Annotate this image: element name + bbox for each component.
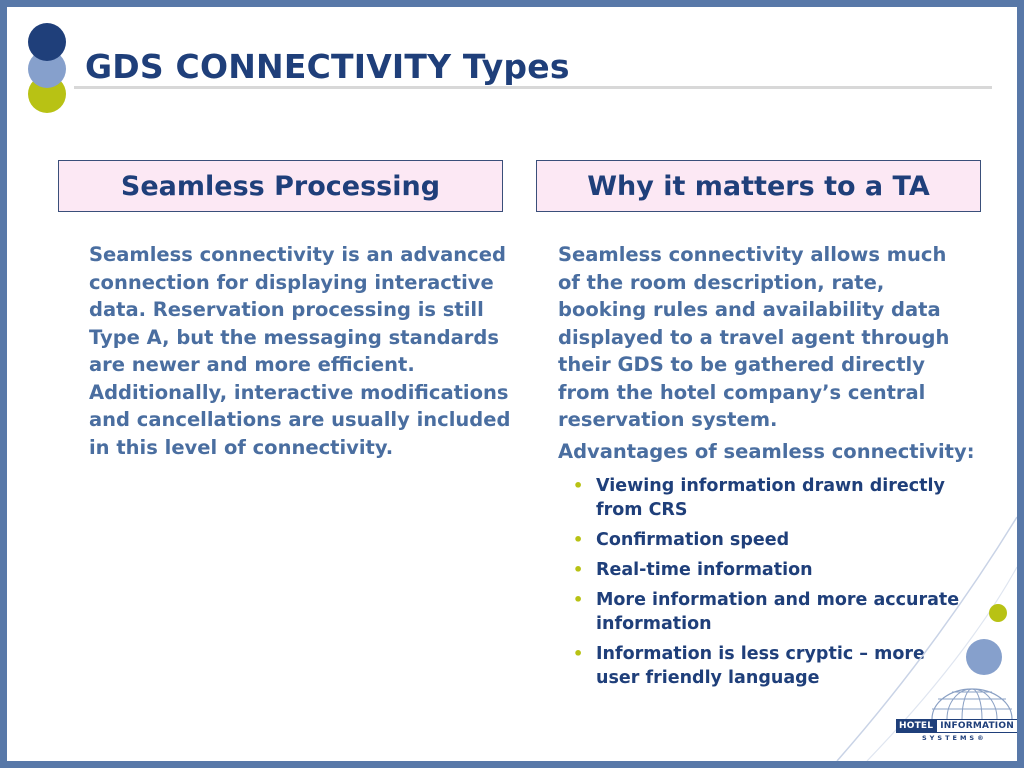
bullet-icon: • [573,476,584,495]
slide-title: GDS CONNECTIVITY Types [85,47,570,86]
logo-wordmark [896,719,1016,733]
list-item-text: Confirmation speed [596,530,790,550]
right-column-paragraph: Seamless connectivity allows much of the room description, rate, booking rules and availability data displayed to a travel agent through their GDS to be gathered directly from the hotel company’s central reservation system. [558,243,950,431]
company-logo [896,683,1018,749]
list-item-text: More information and more accurate information [596,590,960,634]
list-item-text: Viewing information drawn directly from CRS [596,476,945,520]
bullet-icon: • [573,590,584,609]
list-item-text: Real-time information [596,560,813,580]
logo-word-hotel: HOTEL [896,719,936,733]
decorative-dot-small-lime [989,604,1007,622]
decorative-dot-small-blue [966,639,1002,675]
bullet-icon: • [573,560,584,579]
bullet-icon: • [573,530,584,549]
left-column-paragraph: Seamless connectivity is an advanced connection for displaying interactive data. Reservation processing is still Type A, but the messaging standards are newer and more efficient. Additionally, interactive modifications and cancellations are usually included in this level of connectivity. [89,243,511,459]
advantages-heading: Advantages of seamless connectivity: [558,440,975,463]
decorative-curves [7,7,1017,761]
left-column-header-label: Seamless Processing [120,170,441,202]
logo-word-systems: SYSTEMS® [922,734,987,742]
bullet-icon: • [573,644,584,663]
logo-word-information: INFORMATION [936,719,1018,733]
globe-icon [896,683,1018,723]
right-column-header-label: Why it matters to a TA [587,170,930,202]
list-item-text: Information is less cryptic – more user friendly language [596,644,925,688]
